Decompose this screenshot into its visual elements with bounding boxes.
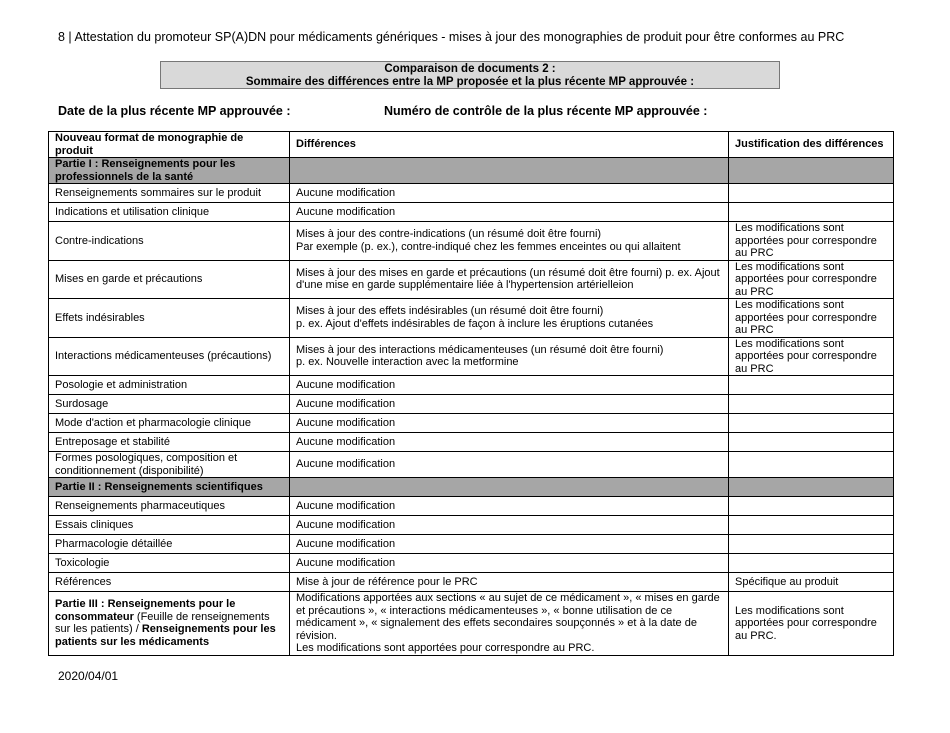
section-name: Contre-indications <box>49 222 290 261</box>
table-row <box>49 433 894 452</box>
differences-cell <box>290 260 729 299</box>
table-row <box>49 497 894 516</box>
approved-date-label: Date de la plus récente MP approuvée : <box>58 104 291 118</box>
part-3-title: Partie III : Renseignements pour le consommateur <box>55 598 236 623</box>
justification-cell: Les modifications sont apportées pour correspondre au PRC <box>729 337 894 376</box>
header-cell: Différences <box>290 132 729 158</box>
justification-cell <box>729 452 894 478</box>
differences-cell <box>290 433 729 452</box>
section-name: Interactions médicamenteuses (précautions) <box>49 337 290 376</box>
section-name: Pharmacologie détaillée <box>49 535 290 554</box>
table-row <box>49 376 894 395</box>
section-name: Surdosage <box>49 395 290 414</box>
justification-cell <box>729 433 894 452</box>
part-3-justification: Les modifications sont apportées pour correspondre au PRC. <box>729 592 894 656</box>
difference-line: Modifications apportées aux sections « au sujet de ce médicament », « mises en garde et précautions », « interactions médicamenteuses », « bonne utilisation de ce médicament », « signalement des effets secondaires soupçonnés » et à la date de révision. <box>296 592 720 642</box>
differences-cell <box>290 535 729 554</box>
section-name: Renseignements sommaires sur le produit <box>49 184 290 203</box>
difference-line: Mises à jour des contre-indications (un résumé doit être fourni) <box>296 228 602 241</box>
section-name: Références <box>49 573 290 592</box>
table-row <box>49 452 894 478</box>
differences-cell <box>290 376 729 395</box>
difference-line: p. ex. Ajout d'effets indésirables de façon à inclure les éruptions cutanées <box>296 317 654 330</box>
differences-table <box>48 131 894 656</box>
part-3-row <box>49 592 894 656</box>
part-2-row <box>49 478 894 497</box>
differences-cell <box>290 573 729 592</box>
comparison-title-box <box>160 61 780 89</box>
header-cell: Justification des différences <box>729 132 894 158</box>
table-row <box>49 414 894 433</box>
justification-cell: Les modifications sont apportées pour correspondre au PRC <box>729 299 894 338</box>
difference-line: Les modifications sont apportées pour correspondre au PRC. <box>296 642 595 654</box>
differences-cell <box>290 452 729 478</box>
part-1-row <box>49 158 894 184</box>
part-2-heading: Partie II : Renseignements scientifiques <box>49 478 290 497</box>
section-name: Toxicologie <box>49 554 290 573</box>
difference-line: Aucune modification <box>296 435 396 448</box>
part-3-section <box>49 592 290 656</box>
table-row <box>49 184 894 203</box>
part-1-heading: Partie I : Renseignements pour les professionnels de la santé <box>49 158 290 184</box>
justification-cell <box>729 376 894 395</box>
difference-line: Aucune modification <box>296 556 396 569</box>
section-name: Entreposage et stabilité <box>49 433 290 452</box>
differences-cell <box>290 395 729 414</box>
footer-date: 2020/04/01 <box>58 669 119 683</box>
table-row <box>49 516 894 535</box>
page-header: 8 | Attestation du promoteur SP(A)DN pour médicaments génériques - mises à jour des monographies de produit pour être conformes au PRC <box>58 30 845 44</box>
justification-cell <box>729 554 894 573</box>
differences-cell <box>290 554 729 573</box>
differences-cell <box>290 516 729 535</box>
justification-cell <box>729 535 894 554</box>
difference-line: Par exemple (p. ex.), contre-indiqué chez les femmes enceintes ou qui allaitent <box>296 240 681 253</box>
justification-cell <box>729 414 894 433</box>
difference-line: Aucune modification <box>296 205 396 218</box>
section-name: Essais cliniques <box>49 516 290 535</box>
justification-cell <box>729 184 894 203</box>
difference-line: Aucune modification <box>296 537 396 550</box>
differences-cell <box>290 299 729 338</box>
difference-line: Mises à jour des mises en garde et précautions (un résumé doit être fourni) p. ex. Ajout d'une mise en garde supplémentaire liée à l'hypertension artérielleion <box>296 266 720 292</box>
justification-cell <box>729 203 894 222</box>
justification-cell: Spécifique au produit <box>729 573 894 592</box>
differences-cell <box>290 184 729 203</box>
section-name: Mises en garde et précautions <box>49 260 290 299</box>
section-name: Renseignements pharmaceutiques <box>49 497 290 516</box>
difference-line: Aucune modification <box>296 458 396 471</box>
difference-line: Aucune modification <box>296 186 396 199</box>
difference-line: Aucune modification <box>296 416 396 429</box>
section-name: Indications et utilisation clinique <box>49 203 290 222</box>
table-row <box>49 203 894 222</box>
difference-line: Mises à jour des interactions médicamenteuses (un résumé doit être fourni) <box>296 343 664 356</box>
justification-cell <box>729 516 894 535</box>
table-row <box>49 573 894 592</box>
table-row <box>49 260 894 299</box>
part-3-title-2: Renseignements pour les patients sur les médicaments <box>55 623 276 648</box>
section-name: Mode d'action et pharmacologie clinique <box>49 414 290 433</box>
difference-line: Aucune modification <box>296 378 396 391</box>
differences-cell <box>290 497 729 516</box>
section-name: Posologie et administration <box>49 376 290 395</box>
difference-line: Aucune modification <box>296 397 396 410</box>
differences-cell <box>290 222 729 261</box>
difference-line: p. ex. Nouvelle interaction avec la metformine <box>296 356 519 369</box>
header-cell: Nouveau format de monographie de produit <box>49 132 290 158</box>
table-header-row <box>49 132 894 158</box>
part-3-differences <box>290 592 729 656</box>
differences-cell <box>290 337 729 376</box>
justification-cell: Les modifications sont apportées pour correspondre au PRC <box>729 260 894 299</box>
table-row <box>49 535 894 554</box>
comparison-title: Comparaison de documents 2 : <box>384 63 556 75</box>
comparison-subtitle: Sommaire des différences entre la MP proposée et la plus récente MP approuvée : <box>245 76 695 88</box>
justification-cell <box>729 497 894 516</box>
difference-line: Aucune modification <box>296 518 396 531</box>
justification-cell <box>729 395 894 414</box>
control-number-label: Numéro de contrôle de la plus récente MP approuvée : <box>384 104 708 118</box>
difference-line: Aucune modification <box>296 499 396 512</box>
differences-cell <box>290 414 729 433</box>
part-3-note: (Feuille de renseignements sur les patients) / <box>55 610 270 636</box>
table-row <box>49 337 894 376</box>
table-row <box>49 554 894 573</box>
difference-line: Mise à jour de référence pour le PRC <box>296 575 478 588</box>
section-name: Effets indésirables <box>49 299 290 338</box>
differences-cell <box>290 203 729 222</box>
justification-cell: Les modifications sont apportées pour correspondre au PRC <box>729 222 894 261</box>
table-row <box>49 395 894 414</box>
table-row <box>49 299 894 338</box>
difference-line: Mises à jour des effets indésirables (un résumé doit être fourni) <box>296 305 604 318</box>
section-name: Formes posologiques, composition et conditionnement (disponibilité) <box>49 452 290 478</box>
table-row <box>49 222 894 261</box>
